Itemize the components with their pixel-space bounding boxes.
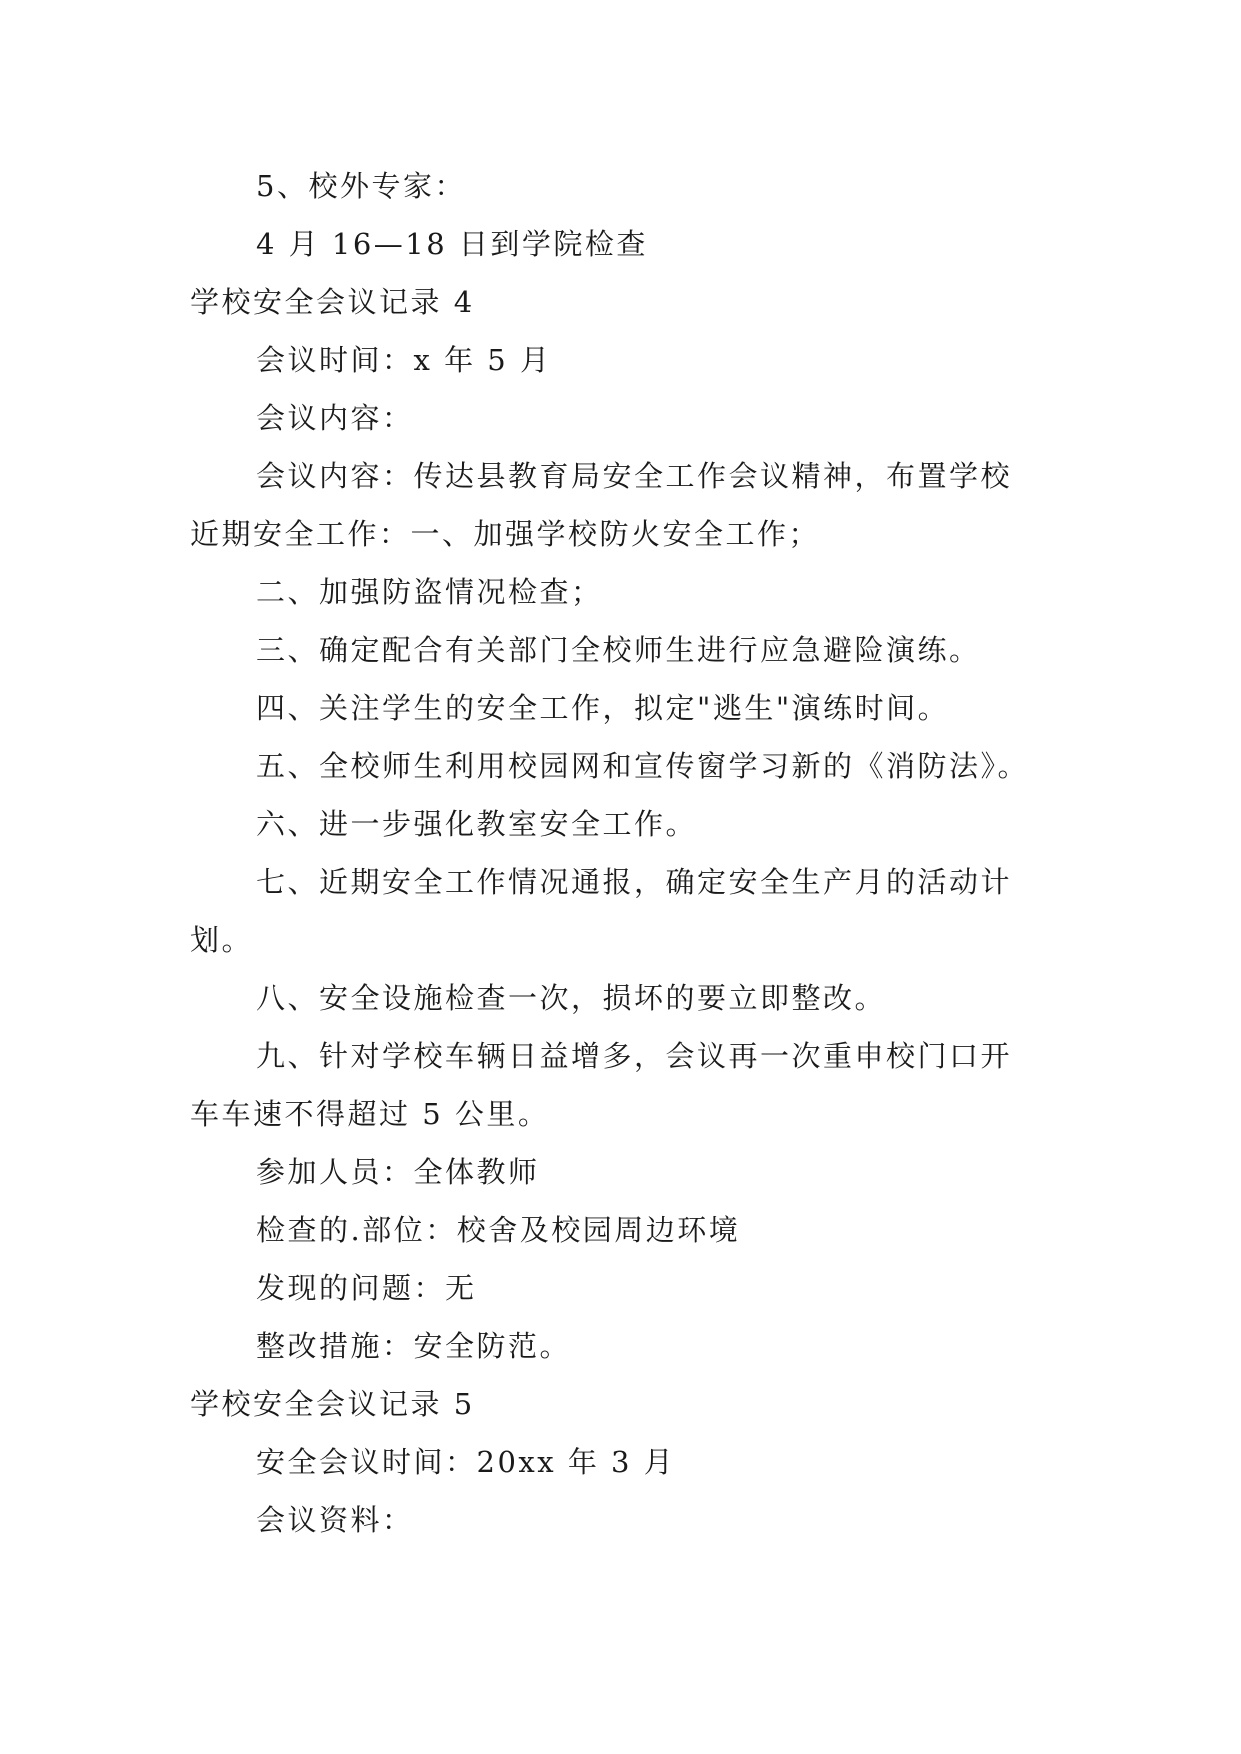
meeting-time: 安全会议时间：20xx 年 3 月 <box>256 1445 676 1479</box>
list-item: 七、近期安全工作情况通报，确定安全生产月的活动计 <box>256 865 1013 899</box>
list-item: 六、进一步强化教室安全工作。 <box>256 807 698 841</box>
list-item: 五、全校师生利用校园网和宣传窗学习新的《消防法》。 <box>256 749 1030 783</box>
list-item-continuation: 划。 <box>190 923 254 957</box>
meeting-content-label: 会议内容： <box>256 401 414 435</box>
list-item: 二、加强防盗情况检查； <box>256 575 603 609</box>
list-item: 八、安全设施检查一次，损坏的要立即整改。 <box>256 981 887 1015</box>
list-item: 三、确定配合有关部门全校师生进行应急避险演练。 <box>256 633 981 667</box>
list-item: 四、关注学生的安全工作，拟定"逃生"演练时间。 <box>256 691 950 725</box>
paragraph-line: 会议内容：传达县教育局安全工作会议精神，布置学校 <box>256 459 1013 493</box>
list-item-continuation: 车车速不得超过 5 公里。 <box>190 1097 550 1131</box>
paragraph-line: 近期安全工作：一、加强学校防火安全工作； <box>190 517 821 551</box>
inspection-date: 4 月 16—18 日到学院检查 <box>256 227 648 261</box>
section-heading-4: 学校安全会议记录 4 <box>190 285 475 319</box>
problems-found: 发现的问题：无 <box>256 1271 477 1305</box>
inspected-areas: 检查的.部位：校舍及校园周边环境 <box>256 1213 741 1247</box>
corrective-measures: 整改措施：安全防范。 <box>256 1329 572 1363</box>
meeting-time: 会议时间：x 年 5 月 <box>256 343 552 377</box>
participants: 参加人员：全体教师 <box>256 1155 540 1189</box>
meeting-materials-label: 会议资料： <box>256 1503 414 1537</box>
list-item-experts: 5、校外专家： <box>256 169 466 203</box>
list-item: 九、针对学校车辆日益增多，会议再一次重申校门口开 <box>256 1039 1013 1073</box>
section-heading-5: 学校安全会议记录 5 <box>190 1387 475 1421</box>
